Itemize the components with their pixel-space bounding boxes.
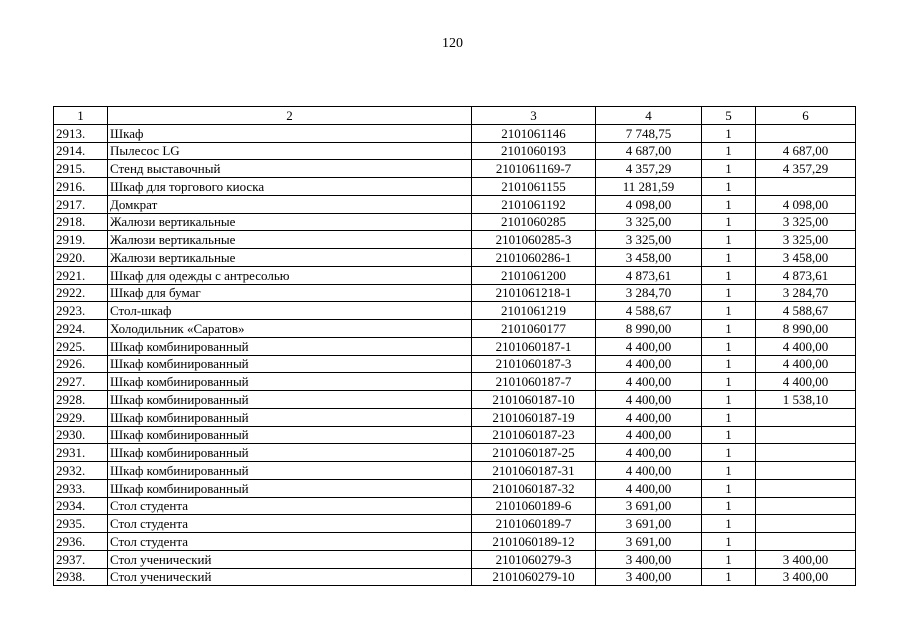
row-number-cell: 2914. [54, 142, 108, 160]
inventory-code-cell: 2101060286-1 [472, 249, 596, 267]
book-value-cell: 4 400,00 [756, 337, 856, 355]
table-row [54, 462, 856, 480]
unit-price-cell: 3 691,00 [596, 515, 702, 533]
table-row [54, 195, 856, 213]
book-value-cell: 3 400,00 [756, 568, 856, 586]
book-value-cell: 4 873,61 [756, 266, 856, 284]
inventory-code-cell: 2101061219 [472, 302, 596, 320]
inventory-code-cell: 2101060189-7 [472, 515, 596, 533]
book-value-cell: 3 325,00 [756, 231, 856, 249]
quantity-cell: 1 [702, 355, 756, 373]
quantity-cell: 1 [702, 408, 756, 426]
row-number-cell: 2937. [54, 550, 108, 568]
inventory-code-cell: 2101060279-10 [472, 568, 596, 586]
book-value-cell [756, 479, 856, 497]
item-name-cell: Шкаф для бумаг [108, 284, 472, 302]
item-name-cell: Шкаф комбинированный [108, 337, 472, 355]
quantity-cell: 1 [702, 195, 756, 213]
inventory-code-cell: 2101060187-25 [472, 444, 596, 462]
table-row [54, 213, 856, 231]
item-name-cell: Жалюзи вертикальные [108, 249, 472, 267]
row-number-cell: 2920. [54, 249, 108, 267]
quantity-cell: 1 [702, 320, 756, 338]
quantity-cell: 1 [702, 515, 756, 533]
quantity-cell: 1 [702, 213, 756, 231]
table-row [54, 266, 856, 284]
table-row [54, 320, 856, 338]
unit-price-cell: 4 400,00 [596, 337, 702, 355]
inventory-code-cell: 2101060279-3 [472, 550, 596, 568]
row-number-cell: 2935. [54, 515, 108, 533]
book-value-cell: 3 325,00 [756, 213, 856, 231]
table-row [54, 231, 856, 249]
row-number-cell: 2916. [54, 178, 108, 196]
header-row [54, 107, 856, 125]
row-number-cell: 2933. [54, 479, 108, 497]
inventory-code-cell: 2101060187-32 [472, 479, 596, 497]
unit-price-cell: 4 400,00 [596, 479, 702, 497]
row-number-cell: 2926. [54, 355, 108, 373]
quantity-cell: 1 [702, 142, 756, 160]
unit-price-cell: 4 400,00 [596, 462, 702, 480]
inventory-code-cell: 2101060177 [472, 320, 596, 338]
item-name-cell: Шкаф [108, 124, 472, 142]
row-number-cell: 2924. [54, 320, 108, 338]
book-value-cell [756, 533, 856, 551]
table-row [54, 391, 856, 409]
book-value-cell: 3 400,00 [756, 550, 856, 568]
quantity-cell: 1 [702, 497, 756, 515]
header-col-4: 4 [596, 107, 702, 125]
quantity-cell: 1 [702, 178, 756, 196]
quantity-cell: 1 [702, 444, 756, 462]
row-number-cell: 2919. [54, 231, 108, 249]
row-number-cell: 2936. [54, 533, 108, 551]
quantity-cell: 1 [702, 479, 756, 497]
inventory-code-cell: 2101060189-6 [472, 497, 596, 515]
item-name-cell: Шкаф комбинированный [108, 426, 472, 444]
item-name-cell: Шкаф комбинированный [108, 479, 472, 497]
book-value-cell [756, 408, 856, 426]
unit-price-cell: 3 400,00 [596, 550, 702, 568]
item-name-cell: Шкаф для одежды с антресолью [108, 266, 472, 284]
row-number-cell: 2931. [54, 444, 108, 462]
item-name-cell: Шкаф комбинированный [108, 408, 472, 426]
row-number-cell: 2927. [54, 373, 108, 391]
unit-price-cell: 4 357,29 [596, 160, 702, 178]
inventory-code-cell: 2101061218-1 [472, 284, 596, 302]
inventory-code-cell: 2101060187-23 [472, 426, 596, 444]
quantity-cell: 1 [702, 231, 756, 249]
table-row [54, 479, 856, 497]
book-value-cell: 3 458,00 [756, 249, 856, 267]
quantity-cell: 1 [702, 373, 756, 391]
quantity-cell: 1 [702, 391, 756, 409]
table-row [54, 373, 856, 391]
unit-price-cell: 4 400,00 [596, 426, 702, 444]
item-name-cell: Стол студента [108, 515, 472, 533]
table-row [54, 550, 856, 568]
inventory-code-cell: 2101060193 [472, 142, 596, 160]
table-header [54, 107, 856, 125]
table-row [54, 124, 856, 142]
table-row [54, 337, 856, 355]
table-row [54, 444, 856, 462]
item-name-cell: Шкаф комбинированный [108, 391, 472, 409]
quantity-cell: 1 [702, 302, 756, 320]
header-col-1: 1 [54, 107, 108, 125]
row-number-cell: 2930. [54, 426, 108, 444]
header-col-6: 6 [756, 107, 856, 125]
unit-price-cell: 4 400,00 [596, 373, 702, 391]
inventory-code-cell: 2101060285-3 [472, 231, 596, 249]
header-col-5: 5 [702, 107, 756, 125]
item-name-cell: Шкаф комбинированный [108, 355, 472, 373]
table-row [54, 497, 856, 515]
inventory-code-cell: 2101060187-3 [472, 355, 596, 373]
quantity-cell: 1 [702, 568, 756, 586]
item-name-cell: Стенд выставочный [108, 160, 472, 178]
unit-price-cell: 4 400,00 [596, 391, 702, 409]
table-row [54, 426, 856, 444]
book-value-cell [756, 426, 856, 444]
table-row [54, 533, 856, 551]
row-number-cell: 2913. [54, 124, 108, 142]
unit-price-cell: 4 400,00 [596, 408, 702, 426]
quantity-cell: 1 [702, 533, 756, 551]
item-name-cell: Стол студента [108, 533, 472, 551]
header-col-3: 3 [472, 107, 596, 125]
inventory-code-cell: 2101060187-1 [472, 337, 596, 355]
unit-price-cell: 8 990,00 [596, 320, 702, 338]
row-number-cell: 2922. [54, 284, 108, 302]
quantity-cell: 1 [702, 462, 756, 480]
unit-price-cell: 4 400,00 [596, 444, 702, 462]
unit-price-cell: 3 458,00 [596, 249, 702, 267]
quantity-cell: 1 [702, 337, 756, 355]
unit-price-cell: 11 281,59 [596, 178, 702, 196]
quantity-cell: 1 [702, 284, 756, 302]
book-value-cell: 8 990,00 [756, 320, 856, 338]
unit-price-cell: 3 691,00 [596, 497, 702, 515]
inventory-code-cell: 2101060189-12 [472, 533, 596, 551]
table-row [54, 160, 856, 178]
item-name-cell: Стол студента [108, 497, 472, 515]
table-row [54, 142, 856, 160]
quantity-cell: 1 [702, 426, 756, 444]
item-name-cell: Стол ученический [108, 550, 472, 568]
header-col-2: 2 [108, 107, 472, 125]
inventory-code-cell: 2101060187-10 [472, 391, 596, 409]
item-name-cell: Шкаф комбинированный [108, 444, 472, 462]
unit-price-cell: 3 325,00 [596, 213, 702, 231]
item-name-cell: Стол ученический [108, 568, 472, 586]
inventory-code-cell: 2101061146 [472, 124, 596, 142]
table-row [54, 515, 856, 533]
book-value-cell [756, 462, 856, 480]
book-value-cell: 4 357,29 [756, 160, 856, 178]
book-value-cell: 4 098,00 [756, 195, 856, 213]
book-value-cell [756, 124, 856, 142]
item-name-cell: Стол-шкаф [108, 302, 472, 320]
item-name-cell: Жалюзи вертикальные [108, 231, 472, 249]
inventory-code-cell: 2101061155 [472, 178, 596, 196]
inventory-code-cell: 2101061169-7 [472, 160, 596, 178]
book-value-cell [756, 515, 856, 533]
table-row [54, 178, 856, 196]
quantity-cell: 1 [702, 124, 756, 142]
row-number-cell: 2923. [54, 302, 108, 320]
quantity-cell: 1 [702, 249, 756, 267]
item-name-cell: Шкаф комбинированный [108, 462, 472, 480]
inventory-code-cell: 2101060187-7 [472, 373, 596, 391]
inventory-code-cell: 2101060285 [472, 213, 596, 231]
unit-price-cell: 4 588,67 [596, 302, 702, 320]
table-row [54, 249, 856, 267]
item-name-cell: Пылесос LG [108, 142, 472, 160]
unit-price-cell: 3 284,70 [596, 284, 702, 302]
item-name-cell: Жалюзи вертикальные [108, 213, 472, 231]
inventory-code-cell: 2101060187-31 [472, 462, 596, 480]
row-number-cell: 2932. [54, 462, 108, 480]
inventory-code-cell: 2101061192 [472, 195, 596, 213]
table-row [54, 302, 856, 320]
table-row [54, 355, 856, 373]
page-number: 120 [442, 36, 463, 51]
book-value-cell [756, 178, 856, 196]
table-row [54, 284, 856, 302]
book-value-cell: 4 588,67 [756, 302, 856, 320]
row-number-cell: 2934. [54, 497, 108, 515]
inventory-code-cell: 2101061200 [472, 266, 596, 284]
unit-price-cell: 4 400,00 [596, 355, 702, 373]
book-value-cell: 4 687,00 [756, 142, 856, 160]
item-name-cell: Холодильник «Саратов» [108, 320, 472, 338]
book-value-cell: 4 400,00 [756, 355, 856, 373]
unit-price-cell: 4 687,00 [596, 142, 702, 160]
table-row [54, 408, 856, 426]
unit-price-cell: 4 098,00 [596, 195, 702, 213]
row-number-cell: 2918. [54, 213, 108, 231]
table-body [54, 124, 856, 586]
book-value-cell: 4 400,00 [756, 373, 856, 391]
row-number-cell: 2925. [54, 337, 108, 355]
book-value-cell: 1 538,10 [756, 391, 856, 409]
quantity-cell: 1 [702, 266, 756, 284]
inventory-code-cell: 2101060187-19 [472, 408, 596, 426]
book-value-cell [756, 497, 856, 515]
row-number-cell: 2929. [54, 408, 108, 426]
unit-price-cell: 3 400,00 [596, 568, 702, 586]
row-number-cell: 2928. [54, 391, 108, 409]
unit-price-cell: 3 691,00 [596, 533, 702, 551]
book-value-cell: 3 284,70 [756, 284, 856, 302]
inventory-table [53, 106, 856, 586]
row-number-cell: 2917. [54, 195, 108, 213]
unit-price-cell: 3 325,00 [596, 231, 702, 249]
row-number-cell: 2915. [54, 160, 108, 178]
row-number-cell: 2938. [54, 568, 108, 586]
quantity-cell: 1 [702, 550, 756, 568]
item-name-cell: Домкрат [108, 195, 472, 213]
unit-price-cell: 7 748,75 [596, 124, 702, 142]
table-row [54, 568, 856, 586]
item-name-cell: Шкаф комбинированный [108, 373, 472, 391]
item-name-cell: Шкаф для торгового киоска [108, 178, 472, 196]
book-value-cell [756, 444, 856, 462]
quantity-cell: 1 [702, 160, 756, 178]
row-number-cell: 2921. [54, 266, 108, 284]
unit-price-cell: 4 873,61 [596, 266, 702, 284]
